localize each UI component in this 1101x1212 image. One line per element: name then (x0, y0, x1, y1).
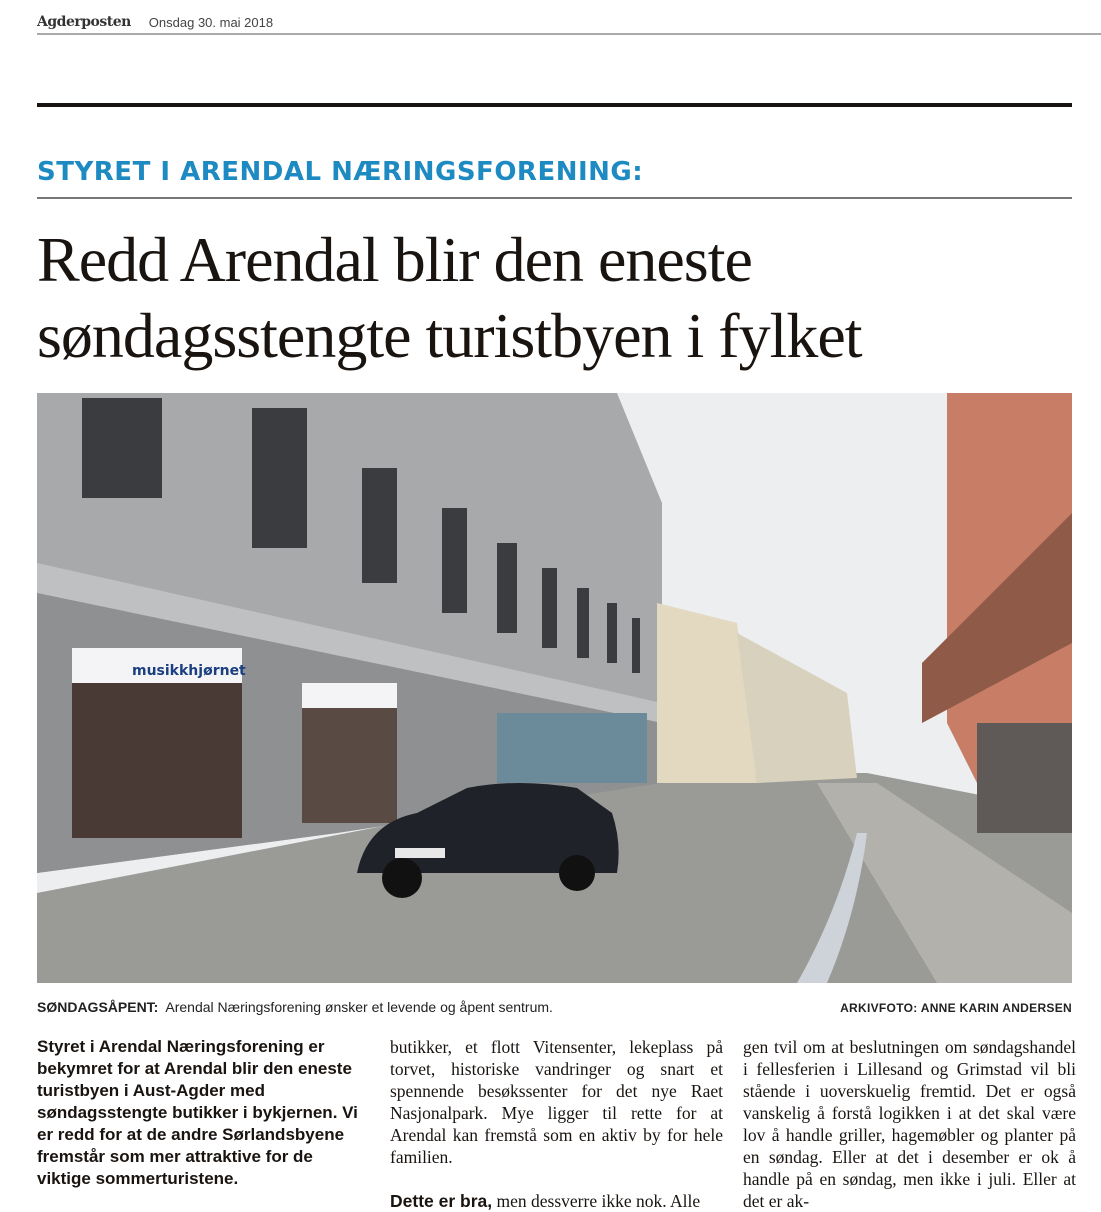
body-column-2 (390, 1036, 723, 1212)
article-kicker: STYRET I ARENDAL NÆRINGSFORENING: (37, 157, 644, 187)
photo-caption (37, 999, 1072, 1015)
headline-line-1: Redd Arendal blir den eneste (37, 224, 752, 295)
caption-label: SØNDAGSÅPENT: (37, 999, 159, 1015)
article-photo (37, 393, 1072, 983)
paragraph-text: men dessverre ikke nok. Alle (492, 1191, 701, 1211)
newspaper-logo: Agderposten (37, 14, 131, 30)
photo-credit: ARKIVFOTO: ANNE KARIN ANDERSEN (840, 1001, 1072, 1015)
caption-text-wrap (37, 999, 553, 1015)
issue-date: Onsdag 30. mai 2018 (148, 15, 274, 30)
article-headline (37, 222, 1087, 374)
paragraph-lead-in: Dette er bra, (390, 1191, 493, 1211)
shop-sign: musikkhjørnet (132, 663, 246, 679)
headline-line-2: søndagsstengte turistbyen i fylket (37, 300, 862, 371)
divider-thin (37, 197, 1072, 199)
article-lead: Styret i Arendal Næringsforening er bekymret for at Arendal blir den eneste turistbyen i Aust-Agder med søndagsstengte butikker i bykjernen. Vi er redd for at de andre Sørlandsbyene fremstår som mer attraktive for de viktige sommerturistene. (37, 1037, 358, 1188)
body-paragraph (390, 1190, 723, 1212)
street-scene-image (37, 393, 1072, 983)
body-paragraph: butikker, et flott Vitensenter, lekeplass på torvet, historiske vandringer og snart et spennende besøkssenter for det nye Raet Nasjonalpark. Mye ligger til rette for at Arendal kan fremstå som en aktiv by for hele familien. (390, 1037, 723, 1167)
caption-text: Arendal Næringsforening ønsker et levende og åpent sentrum. (165, 999, 553, 1015)
body-column-3: gen tvil om at beslutningen om søndagshandel i fellesferien i Lillesand og Grimstad vil bli stående i uoverskuelig fremtid. Det er også vanskelig å forstå logikken i at det skal være lov å handle griller, hagemøbler og planter på en søndag. Eller at det i desember er ok å handle på en søndag, men ikke i juli. Eller at det er ak- (743, 1037, 1076, 1211)
masthead-bar (37, 12, 1101, 35)
divider-thick (37, 103, 1072, 107)
